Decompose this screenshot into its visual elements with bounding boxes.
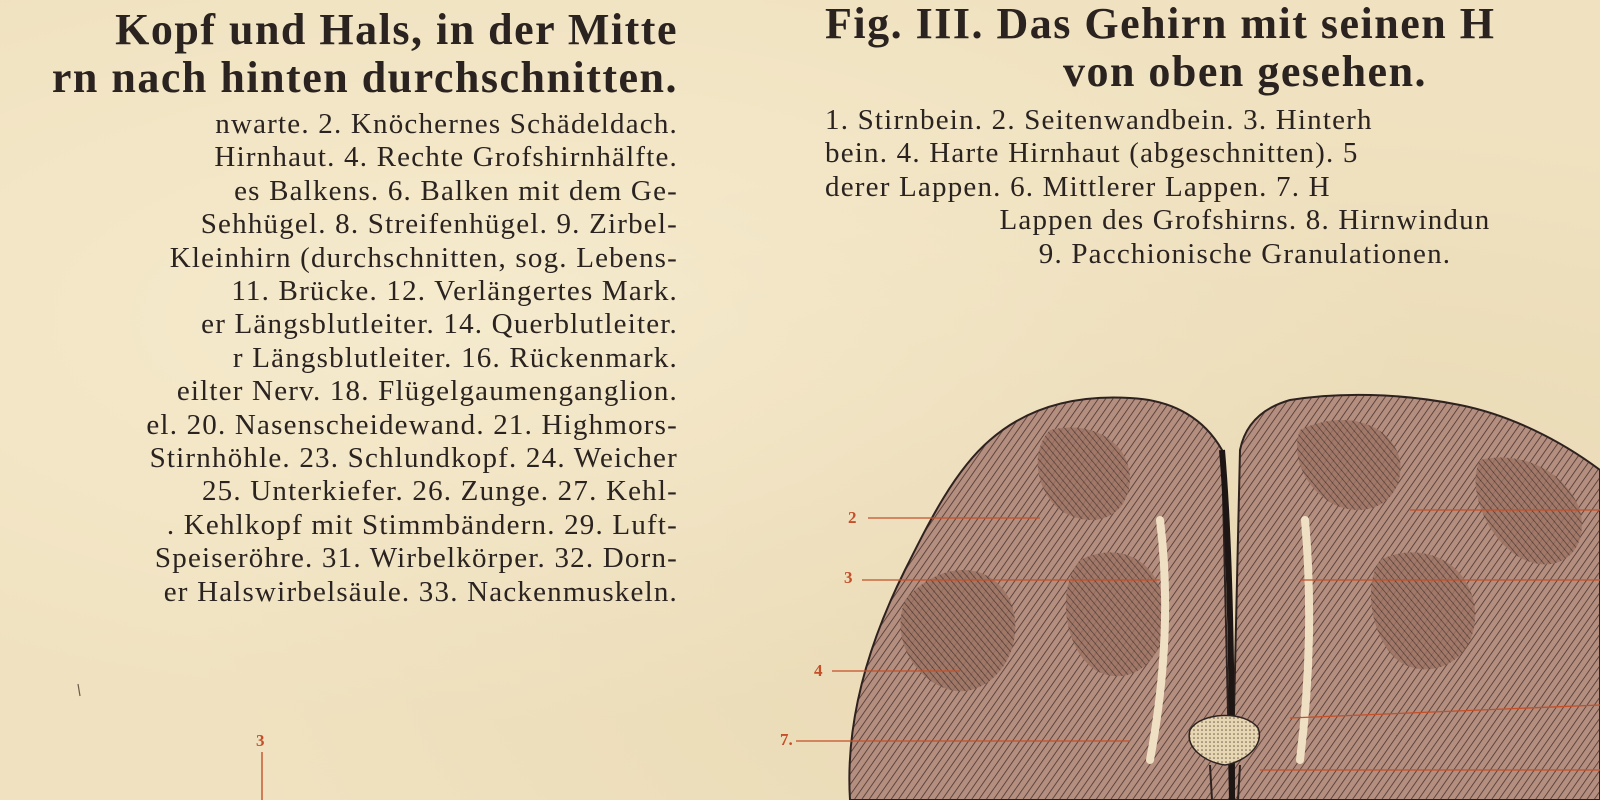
brain-label-3: 3 (844, 568, 853, 587)
brain-label-7: 7. (780, 730, 793, 749)
left-legend-line: Kleinhirn (durchschnitten, sog. Lebens- (169, 241, 678, 274)
ink-mark (78, 684, 80, 696)
left-title-line-2: rn nach hinten durchschnitten. (51, 53, 678, 102)
left-legend-line: es Balkens. 6. Balken mit dem Ge- (234, 174, 678, 207)
left-legend-line: el. 20. Nasenscheidewand. 21. Highmors- (146, 408, 678, 441)
right-legend-line: bein. 4. Harte Hirnhaut (abgeschnitten). 5 (825, 137, 1359, 170)
brain-label-2: 2 (848, 508, 857, 527)
left-legend-line: er Halswirbelsäule. 33. Nackenmuskeln. (163, 575, 678, 608)
left-legend-line: Sehhügel. 8. Streifenhügel. 9. Zirbel- (200, 208, 678, 241)
left-legend-line: Speiseröhre. 31. Wirbelkörper. 32. Dorn- (154, 542, 678, 575)
right-title-line-1: Fig. III. Das Gehirn mit seinen H (825, 0, 1496, 48)
left-legend-line: 11. Brücke. 12. Verlängertes Mark. (231, 275, 678, 308)
left-label-3: 3 (256, 731, 265, 750)
left-legend-line: 25. Unterkiefer. 26. Zunge. 27. Kehl- (201, 475, 678, 508)
brain-label-4: 4 (814, 661, 823, 680)
left-legend-line: eilter Nerv. 18. Flügelgaumenganglion. (176, 375, 678, 408)
left-legend-line: er Längsblutleiter. 14. Querblutleiter. (201, 308, 678, 341)
left-title-line-1: Kopf und Hals, in der Mitte (115, 5, 678, 54)
left-legend-line: r Längsblutleiter. 16. Rückenmark. (232, 341, 678, 374)
right-legend-line: 9. Pacchionische Granulationen. (1038, 237, 1452, 270)
right-legend-line: Lappen des Grofshirns. 8. Hirnwindun (999, 204, 1491, 237)
left-legend-line: nwarte. 2. Knöchernes Schädeldach. (215, 108, 678, 140)
left-legend-line: Stirnhöhle. 23. Schlundkopf. 24. Weicher (149, 442, 678, 475)
right-title-line-2: von oben gesehen. (1062, 47, 1428, 96)
left-legend-line: Hirnhaut. 4. Rechte Grofshirnhälfte. (214, 141, 678, 174)
left-legend-line: . Kehlkopf mit Stimmbändern. 29. Luft- (166, 508, 678, 541)
right-legend-line: derer Lappen. 6. Mittlerer Lappen. 7. H (825, 170, 1331, 203)
right-legend-line: 1. Stirnbein. 2. Seitenwandbein. 3. Hinterh (825, 104, 1373, 136)
brain-illustration (849, 395, 1600, 800)
